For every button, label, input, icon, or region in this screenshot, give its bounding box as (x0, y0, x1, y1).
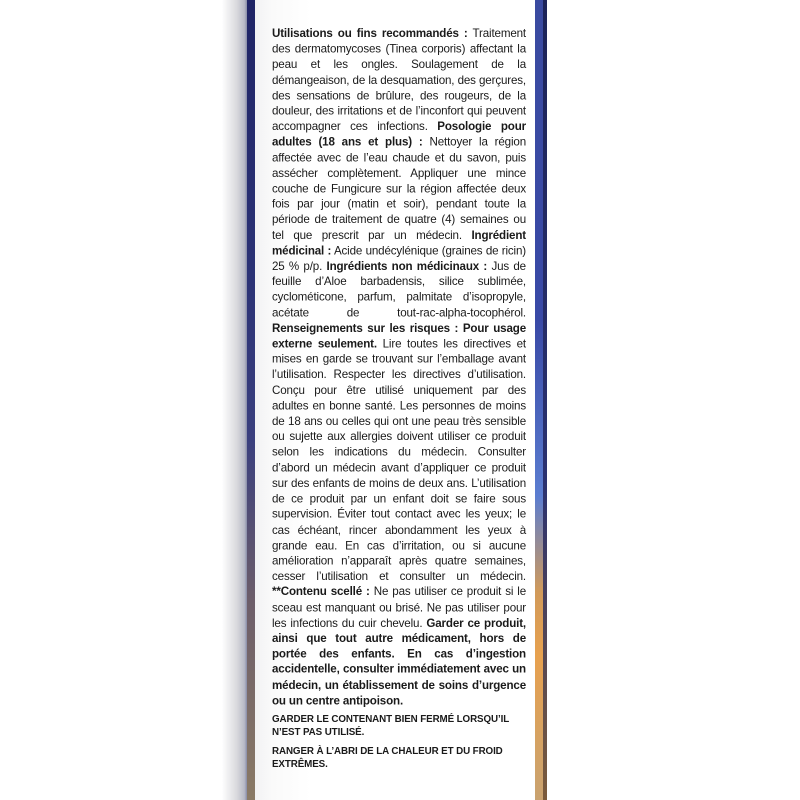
section-text-non-medicinal-ingredients: Jus de feuille d’Aloe barbadensis, silice sublimée, cyclométicone, parfum, palmitate d’isopropyle, acétate de tout-rac-alpha-tocophérol. (272, 259, 526, 320)
section-text-dosage: Nettoyer la région affectée avec de l’eau chaude et du savon, puis assécher complètement. Appliquer une mince couche de Fungicure sur la région affectée deux fois par jour (matin et soir), pendant toute la période de traitement de quatre (4) semaines ou tel que prescrit par un médecin. (272, 135, 526, 242)
section-label-risks: Renseignements sur les risques : Pour usage externe seulement. (272, 321, 526, 351)
section-label-keep-away: Garder ce produit, ainsi que tout autre médicament, hors de portée des enfants. En cas d’ingestion accidentelle, consulter immédiatement avec un médecin, un établissement de soins d’urgence ou un centre antipoison. (272, 616, 526, 708)
section-label-uses: Utilisations ou fins recommandés : (272, 27, 468, 41)
box-left-edge-strip (247, 0, 255, 800)
storage-notes (272, 714, 528, 778)
storage-note-temperature: RANGER À L’ABRI DE LA CHALEUR ET DU FROID EXTRÊMES. (272, 746, 503, 770)
instructions-text-block (272, 26, 526, 708)
box-right-edge-strip (535, 0, 547, 800)
right-background (547, 0, 800, 800)
storage-note-closed: GARDER LE CONTENANT BIEN FERMÉ LORSQU’IL N’EST PAS UTILISÉ. (272, 714, 509, 738)
section-label-dosage: Posologie pour adultes (18 ans et plus) : (272, 120, 527, 149)
section-text-uses: Traitement des dermatomycoses (Tinea corporis) affectant la peau et les ongles. Soulagement de la démangeaison, de la desquamation, des gerçures, des sensations de brûlure, des rougeurs, de la douleur, des irritations et de l’inconfort qui peuvent accompagner ces infections. (272, 27, 526, 134)
section-label-medicinal-ingredient: Ingrédient médicinal : (272, 228, 526, 258)
box-left-background (0, 0, 252, 800)
section-label-sealed: **Contenu scellé : (272, 585, 370, 599)
section-text-sealed: Ne pas utiliser ce produit si le sceau est manquant ou brisé. Ne pas utiliser pour les infections du cuir chevelu. (272, 585, 526, 630)
section-text-medicinal-ingredient: Acide undécylénique (graines de ricin) 25 % p/p. (272, 244, 526, 273)
section-text-risks: Lire toutes les directives et mises en garde se trouvant sur l’emballage avant l’utilisation. Respecter les directives d’utilisation. Conçu pour être utilisé uniquement par des adultes en bonne santé. Les personnes de moins de 18 ans ou celles qui ont une peau très sensible ou sujette aux allergies doivent utiliser ce produit selon les indications du médecin. Consulter d’abord un médecin avant d’appliquer ce produit sur des enfants de moins de deux ans. L’utilisation de ce produit par un enfant doit se faire sous supervision. Éviter tout contact avec les yeux; le cas échéant, rincer abondamment les yeux à grande eau. En cas d’irritation, ou si aucune amélioration n’apparaît après quatre semaines, cesser l’utilisation et consulter un médecin. (272, 337, 526, 584)
section-label-non-medicinal-ingredients: Ingrédients non médicinaux : (326, 259, 488, 273)
